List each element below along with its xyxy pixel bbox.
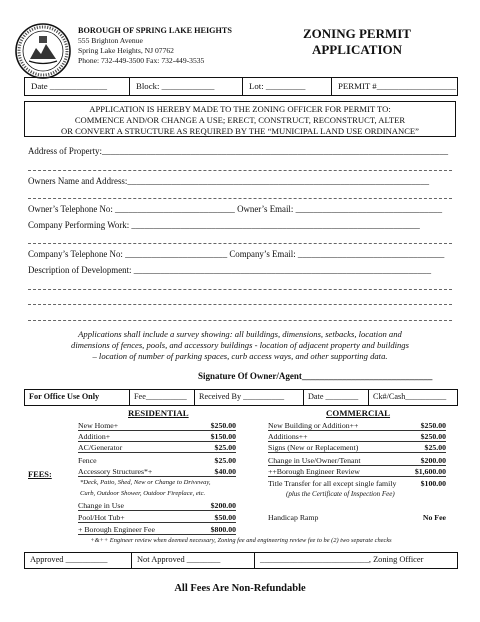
fee-label: Handicap Ramp	[268, 513, 319, 522]
fee-amount: $150.00	[210, 432, 236, 441]
fee-amount: $25.00	[214, 456, 236, 465]
check-cash-field[interactable]: Ck#/Cash__________	[373, 392, 447, 401]
not-approved-field[interactable]: Not Approved ________	[132, 553, 255, 568]
fee-amount: $40.00	[214, 467, 236, 476]
fee-title-transfer	[268, 479, 446, 488]
title-line-1: ZONING PERMIT	[303, 26, 411, 41]
office-use-bar	[24, 389, 458, 406]
fee-amount: No Fee	[422, 513, 446, 522]
fee-label: Fence	[78, 456, 97, 465]
fee-change-use-owner	[268, 456, 446, 466]
signature-label: Signature Of Owner/Agent	[198, 371, 302, 381]
banner-line-2: COMMENCE AND/OR CHANGE A USE; ERECT, CONSTRUCT, RECONSTRUCT, ALTER	[74, 115, 406, 125]
address-label: Address of Property:	[28, 146, 102, 156]
org-name: BOROUGH OF SPRING LAKE HEIGHTS	[78, 26, 232, 35]
fee-change-in-use	[78, 501, 236, 511]
note-line-1: Applications shall include a survey showing: all buildings, dimensions, setbacks, location and	[78, 329, 402, 339]
fee-label: Title Transfer for all except single family	[268, 479, 397, 488]
company-email-field[interactable]: _________________________________	[297, 249, 445, 259]
fee-label: Additions++	[268, 432, 308, 441]
fee-label: Change in Use/Owner/Tenant	[268, 456, 361, 465]
fee-engineer-review	[268, 467, 446, 477]
date-field[interactable]: Date _____________	[25, 78, 130, 95]
fee-amount: $250.00	[420, 421, 446, 430]
company-contact-row	[28, 249, 452, 259]
owner-phone-label: Owner’s Telephone No:	[28, 204, 113, 214]
description-fill-line-3[interactable]	[28, 320, 452, 321]
application-banner	[24, 101, 456, 137]
banner-line-1: APPLICATION IS HEREBY MADE TO THE ZONING OFFICER FOR PERMIT TO:	[89, 104, 391, 114]
org-city: Spring Lake Heights, NJ 07762	[78, 46, 174, 55]
company-email-label: Company’s Email:	[229, 249, 296, 259]
fees-label: FEES:	[28, 470, 52, 479]
survey-requirements-note	[40, 329, 440, 362]
fee-ac-generator	[78, 443, 236, 453]
org-phone: Phone: 732-449-3500 Fax: 732-449-3535	[78, 56, 205, 65]
fee-borough-engineer	[78, 525, 236, 535]
owner-email-label: Owner’s Email:	[237, 204, 294, 214]
commercial-heading: COMMERCIAL	[326, 408, 391, 418]
block-field[interactable]: Block: ____________	[130, 78, 243, 95]
office-fee-field[interactable]: Fee__________	[130, 390, 195, 405]
fee-amount: $25.00	[214, 443, 236, 452]
description-label: Description of Development:	[28, 265, 132, 275]
fee-label: Addition+	[78, 432, 111, 441]
fee-amount: $800.00	[210, 525, 236, 534]
fee-amount: $200.00	[210, 501, 236, 510]
fee-amount: $50.00	[214, 513, 236, 522]
fee-label: New Building or Addition++	[268, 421, 359, 430]
form-title	[282, 26, 432, 58]
description-fill-line-2[interactable]	[28, 304, 452, 305]
fee-amount: $25.00	[424, 443, 446, 452]
accessory-note-1: *Deck, Patio, Shed, New or Change to Driveway,	[80, 479, 211, 486]
engineer-review-footnote: +&++ Engineer review when deemed necessary, Zoning fee and engineering review fee to be (2) two separate checks	[90, 537, 392, 544]
description-field[interactable]: Description of Development: ___________________________________________________________________	[28, 265, 432, 275]
title-line-2: APPLICATION	[311, 42, 403, 57]
fee-amount: $1,600.00	[414, 467, 446, 476]
non-refundable-notice: All Fees Are Non-Refundable	[174, 583, 306, 594]
received-by-field[interactable]: Received By __________	[195, 390, 304, 405]
fee-amount: $100.00	[420, 479, 446, 488]
permit-number-field[interactable]: PERMIT #__________________	[338, 81, 456, 91]
top-info-bar	[24, 77, 458, 96]
fee-amount: $250.00	[210, 421, 236, 430]
borough-info	[78, 26, 232, 66]
fee-label: ++Borough Engineer Review	[268, 467, 360, 476]
owner-name-field[interactable]: Owners Name and Address:____________________________________________________________________	[28, 176, 430, 186]
banner-line-3: OR CONVERT A STRUCTURE AS REQUIRED BY THE “MUNICIPAL LAND USE ORDINANCE”	[61, 126, 419, 136]
fee-amount: $250.00	[420, 432, 446, 441]
fee-pool-hot-tub	[78, 513, 236, 523]
org-address: 555 Brighton Avenue	[78, 36, 143, 45]
company-fill-line[interactable]	[28, 243, 452, 244]
fee-additions	[268, 432, 446, 442]
borough-seal-icon	[14, 22, 72, 80]
owner-contact-row	[28, 204, 452, 214]
zoning-officer-field[interactable]: __________________________, Zoning Officer	[260, 555, 424, 564]
title-transfer-note: (plus the Certificate of Inspection Fee)	[286, 490, 395, 498]
company-phone-label: Company’s Telephone No:	[28, 249, 123, 259]
fee-accessory-structures	[78, 467, 236, 477]
approval-bar	[24, 552, 458, 569]
owner-name-label: Owners Name and Address:	[28, 176, 128, 186]
company-phone-field[interactable]: _______________________	[125, 249, 230, 259]
address-fill-line[interactable]	[28, 170, 452, 171]
address-field[interactable]: Address of Property:______________________________________________________________________________	[28, 146, 449, 156]
description-fill-line-1[interactable]	[28, 289, 452, 290]
fee-new-building	[268, 421, 446, 431]
accessory-note-2: Curb, Outdoor Shower, Outdoor Fireplace, etc.	[80, 490, 206, 497]
fee-label: AC/Generator	[78, 443, 123, 452]
residential-heading: RESIDENTIAL	[128, 408, 189, 418]
owner-name-fill-line[interactable]	[28, 198, 452, 199]
fee-label: Accessory Structures*+	[78, 467, 153, 476]
fee-label: Change in Use	[78, 501, 124, 510]
fee-handicap-ramp	[268, 513, 446, 522]
note-line-3: – location of number of parking spaces, curb access ways, and other supporting data.	[92, 351, 388, 361]
company-field[interactable]: Company Performing Work: _________________________________________________________________	[28, 220, 420, 230]
fee-label: + Borough Engineer Fee	[78, 525, 155, 534]
fee-label: Signs (New or Replacement)	[268, 443, 359, 452]
signature-field[interactable]: Signature Of Owner/Agent_____________________________	[198, 371, 433, 381]
fee-new-home	[78, 421, 236, 431]
fee-label: Pool/Hot Tub+	[78, 513, 125, 522]
fee-signs	[268, 443, 446, 453]
fee-amount: $200.00	[420, 456, 446, 465]
office-use-label: For Office Use Only	[25, 390, 130, 405]
office-date-field[interactable]: Date ________	[304, 390, 369, 405]
lot-field[interactable]: Lot: _________	[243, 78, 332, 95]
approved-field[interactable]: Approved __________	[25, 553, 132, 568]
company-label: Company Performing Work:	[28, 220, 130, 230]
note-line-2: dimensions of fences, pools, and accessory buildings - location of adjacent property and buildings	[71, 340, 409, 350]
fee-addition	[78, 432, 236, 442]
owner-phone-field[interactable]: ___________________________	[115, 204, 238, 214]
owner-email-field[interactable]: _________________________________	[295, 204, 443, 214]
fee-fence	[78, 456, 236, 465]
fee-label: New Home+	[78, 421, 119, 430]
